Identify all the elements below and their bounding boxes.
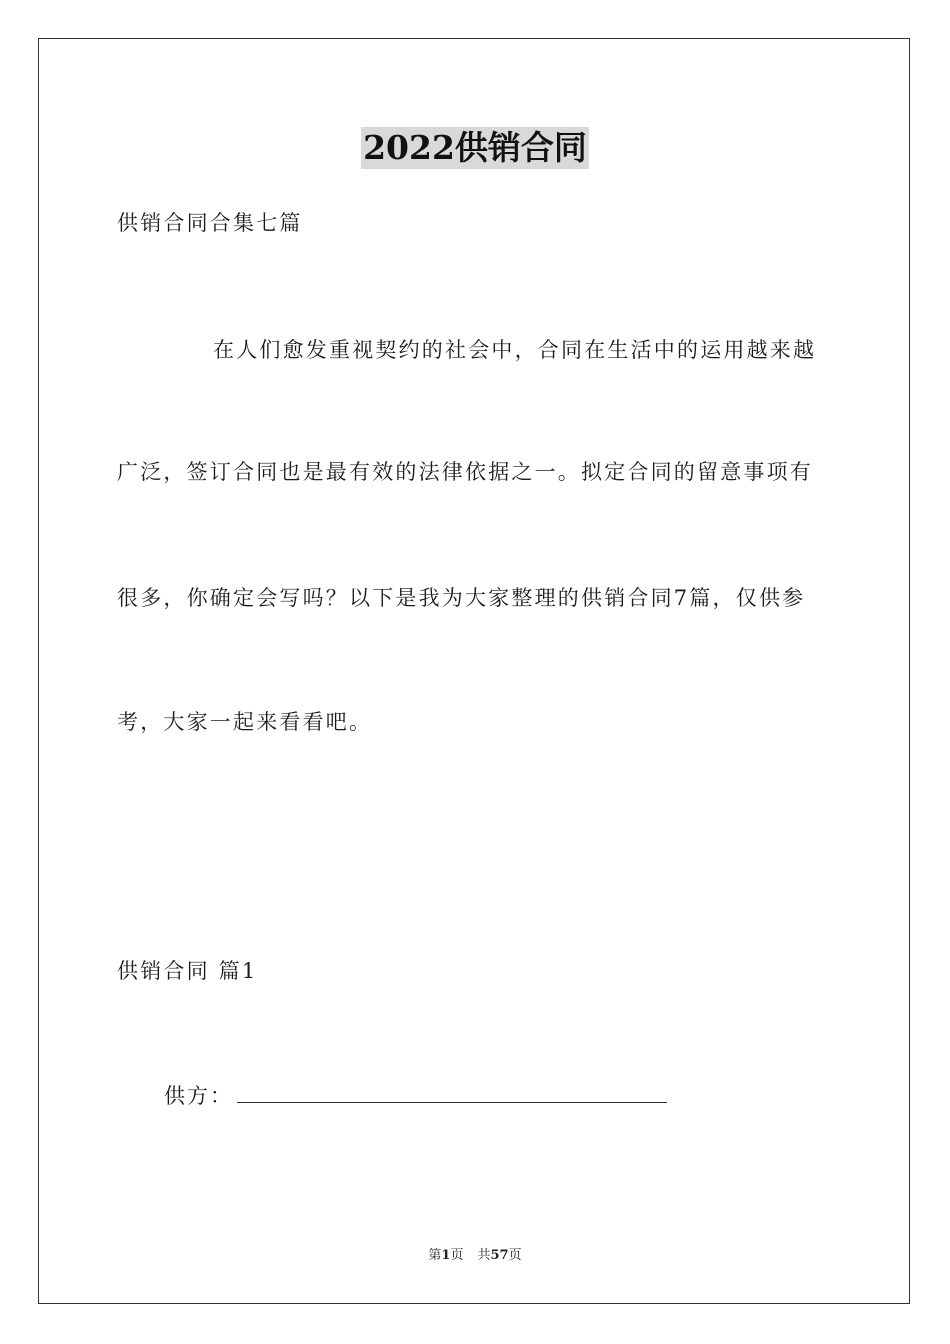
footer-page-prefix: 第: [428, 1248, 442, 1263]
intro-line-1: 在人们愈发重视契约的社会中，合同在生活中的运用越来越: [213, 338, 817, 362]
intro-line-2: 广泛，签订合同也是最有效的法律依据之一。拟定合同的留意事项有: [117, 460, 813, 484]
footer-total-suffix: 页: [508, 1248, 522, 1263]
document-subtitle: 供销合同合集七篇: [117, 211, 303, 235]
supplier-field: [164, 1082, 667, 1110]
section-heading: 供销合同 篇1: [117, 959, 258, 983]
title-container: [0, 127, 950, 169]
page-footer: [0, 1247, 950, 1265]
intro-line-4: 考，大家一起来看看吧。: [117, 710, 373, 734]
document-title: 2022供销合同: [363, 128, 587, 167]
footer-page-suffix: 页: [450, 1248, 464, 1263]
footer-total-prefix: 共: [477, 1248, 491, 1263]
intro-line-3: 很多，你确定会写吗？以下是我为大家整理的供销合同7篇，仅供参: [117, 586, 806, 610]
footer-total-pages: 57: [490, 1248, 509, 1263]
supplier-blank-line: [237, 1082, 667, 1103]
supplier-label: 供方：: [164, 1084, 233, 1108]
footer-page-number: 1: [441, 1248, 451, 1263]
